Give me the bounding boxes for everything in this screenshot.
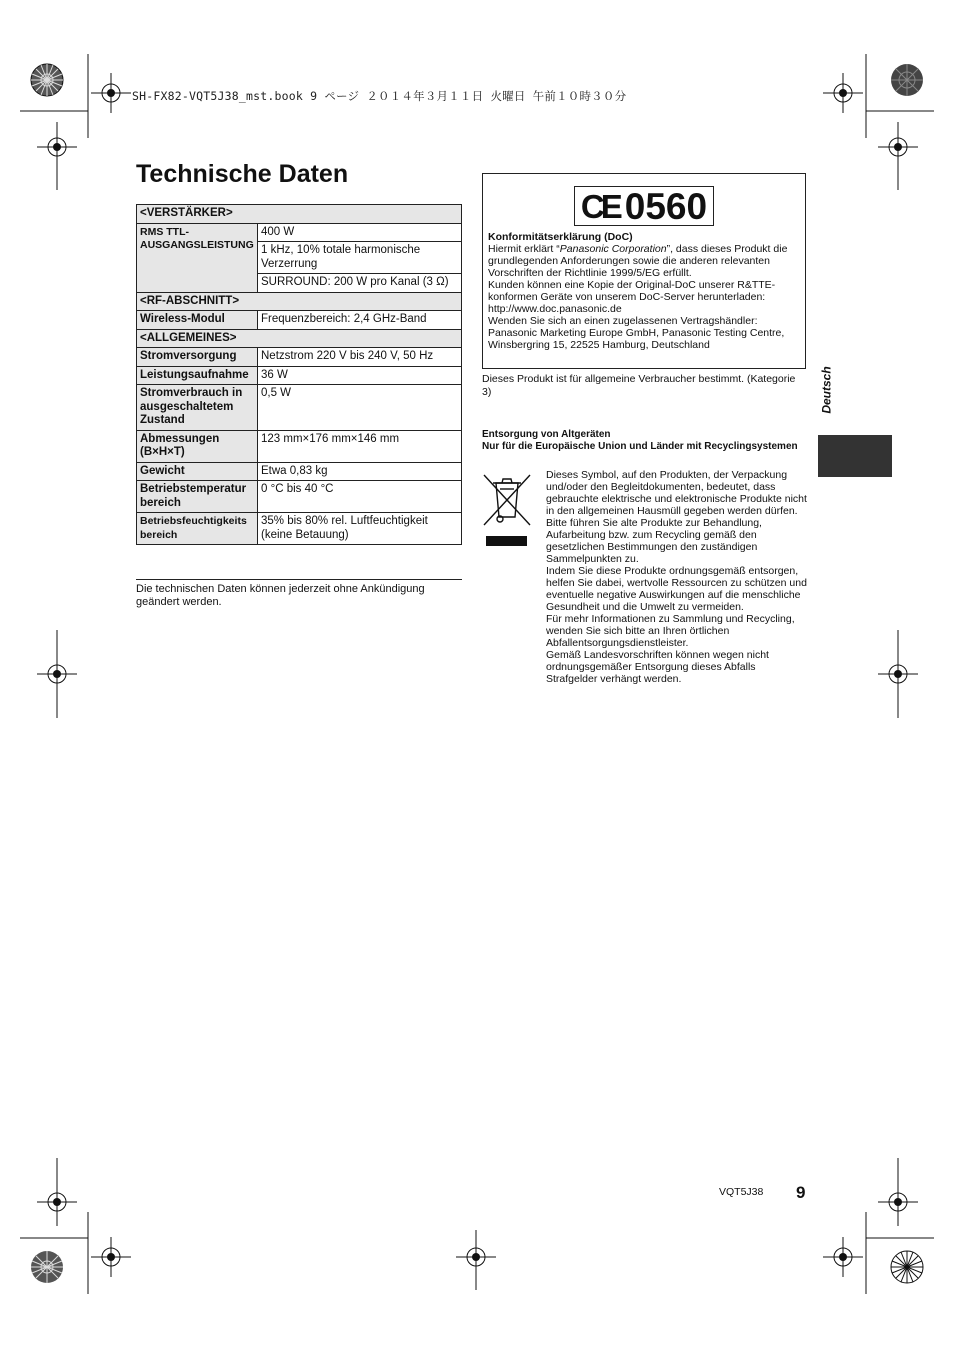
spec-value: 1 kHz, 10% totale harmonische Verzerrung (258, 242, 462, 274)
spec-value: 400 W (258, 223, 462, 242)
spec-label: Betriebsfeuchtigkeits bereich (137, 513, 258, 545)
ce-symbol: CE (580, 187, 619, 225)
print-header-line: SH-FX82-VQT5J38_mst.book 9 ページ ２０１４年３月１１日 火曜日 午前１０時３０分 (132, 89, 627, 103)
page-number: 9 (796, 1183, 806, 1202)
spec-label: Gewicht (137, 462, 258, 481)
table-row (137, 366, 462, 385)
disposal-paragraph: Indem Sie diese Produkte ordnungsgemäß entsorgen, helfen Sie dabei, wertvolle Ressourcen zu schützen und eventuelle negative Auswirkungen auf die menschliche Gesundheit und die Umwelt zu vermeiden. (546, 565, 807, 613)
spec-value: 123 mm×176 mm×146 mm (258, 430, 462, 462)
side-language-text: Deutsch (820, 366, 834, 414)
disposal-heading (482, 429, 806, 452)
table-row (137, 481, 462, 513)
declaration-text-part: Hiermit erklärt “ (488, 243, 560, 255)
declaration-text (488, 231, 802, 351)
disposal-paragraph: Dieses Symbol, auf den Produkten, der Verpackung und/oder den Begleitdokumenten, bedeutet, dass gebrauchte elektrische und elektronische Produkte nicht in den allgemeinen Hausmüll gegeben werden dürfen. (546, 469, 807, 517)
ce-number: 0560 (624, 185, 708, 227)
section-header-rf: <RF-ABSCHNITT> (137, 292, 462, 311)
table-row (137, 223, 462, 242)
table-row (137, 348, 462, 367)
table-row (137, 311, 462, 330)
table-row (137, 430, 462, 462)
table-row (137, 385, 462, 431)
footer-code: VQT5J38 (719, 1186, 764, 1198)
spec-value: 35% bis 80% rel. Luftfeuchtigkeit (keine Betauung) (258, 513, 462, 545)
spec-label: Betriebstemperatur bereich (137, 481, 258, 513)
side-language-label (815, 330, 839, 450)
spec-value: Etwa 0,83 kg (258, 462, 462, 481)
spec-table (136, 204, 462, 545)
section-header-amplifier: <VERSTÄRKER> (137, 205, 462, 224)
spec-value: Frequenzbereich: 2,4 GHz-Band (258, 311, 462, 330)
declaration-line-3: Wenden Sie sich an einen zugelassenen Vertragshändler: (488, 315, 758, 327)
declaration-url: http://www.doc.panasonic.de (488, 303, 622, 315)
disposal-paragraph: Für mehr Informationen zu Sammlung und Recycling, wenden Sie sich bitte an Ihren örtlichen Abfallentsorgungsdienstleister. (546, 613, 795, 649)
section-header-general: <ALLGEMEINES> (137, 329, 462, 348)
consumer-note: Dieses Produkt ist für allgemeine Verbraucher bestimmt. (Kategorie 3) (482, 373, 796, 398)
declaration-line-2: Kunden können eine Kopie der Original-DoC unserer R&TTE-konformen Geräte von unserem DoC-Server herunterladen: (488, 279, 776, 303)
table-row (137, 292, 462, 311)
ce-mark-icon (574, 186, 714, 226)
spec-note: Die technischen Daten können jederzeit ohne Ankündigung geändert werden. (136, 583, 425, 608)
declaration-line-1 (488, 243, 802, 279)
spec-label: Wireless-Modul (137, 311, 258, 330)
spec-value: 36 W (258, 366, 462, 385)
declaration-text-part: ”, dass dieses Produkt die grundlegenden Anforderungen sowie die anderen relevanten Vorschriften der Richtlinie 1999/5/EG erfüllt. (488, 243, 788, 279)
disposal-title: Entsorgung von Altgeräten (482, 429, 611, 440)
weee-bar (486, 536, 527, 546)
table-row (137, 462, 462, 481)
spec-label: Abmessungen (B×H×T) (137, 430, 258, 462)
table-row (137, 513, 462, 545)
spec-label: RMS TTL-AUSGANGSLEISTUNG (137, 223, 258, 292)
spec-label: Stromverbrauch in ausgeschaltetem Zustand (137, 385, 258, 431)
disposal-paragraph: Gemäß Landesvorschriften können wegen nicht ordnungsgemäßer Entsorgung dieses Abfalls Strafgelder verhängt werden. (546, 649, 769, 685)
crossed-out-wheelie-bin-icon (482, 471, 532, 527)
spec-value: 0,5 W (258, 385, 462, 431)
spec-value: Netzstrom 220 V bis 240 V, 50 Hz (258, 348, 462, 367)
divider (136, 579, 462, 580)
table-row (137, 329, 462, 348)
disposal-subtitle: Nur für die Europäische Union und Länder mit Recyclingsystemen (482, 440, 798, 452)
declaration-line-4: Panasonic Marketing Europe GmbH, Panasonic Testing Centre, Winsbergring 15, 22525 Hamburg, Deutschland (488, 327, 785, 351)
table-row (137, 205, 462, 224)
declaration-title: Konformitätserklärung (DoC) (488, 231, 633, 243)
spec-label: Stromversorgung (137, 348, 258, 367)
spec-label: Leistungsaufnahme (137, 366, 258, 385)
page-title: Technische Daten (136, 160, 349, 188)
side-tab (818, 435, 892, 477)
spec-value: SURROUND: 200 W pro Kanal (3 Ω) (258, 274, 462, 293)
disposal-paragraph: Bitte führen Sie alte Produkte zur Behandlung, Aufarbeitung bzw. zum Recycling gemäß den gesetzlichen Bestimmungen den zuständigen Sammelpunkten zu. (546, 517, 762, 565)
spec-value: 0 °C bis 40 °C (258, 481, 462, 513)
disposal-body (546, 469, 808, 685)
company-name: Panasonic Corporation (559, 243, 667, 255)
